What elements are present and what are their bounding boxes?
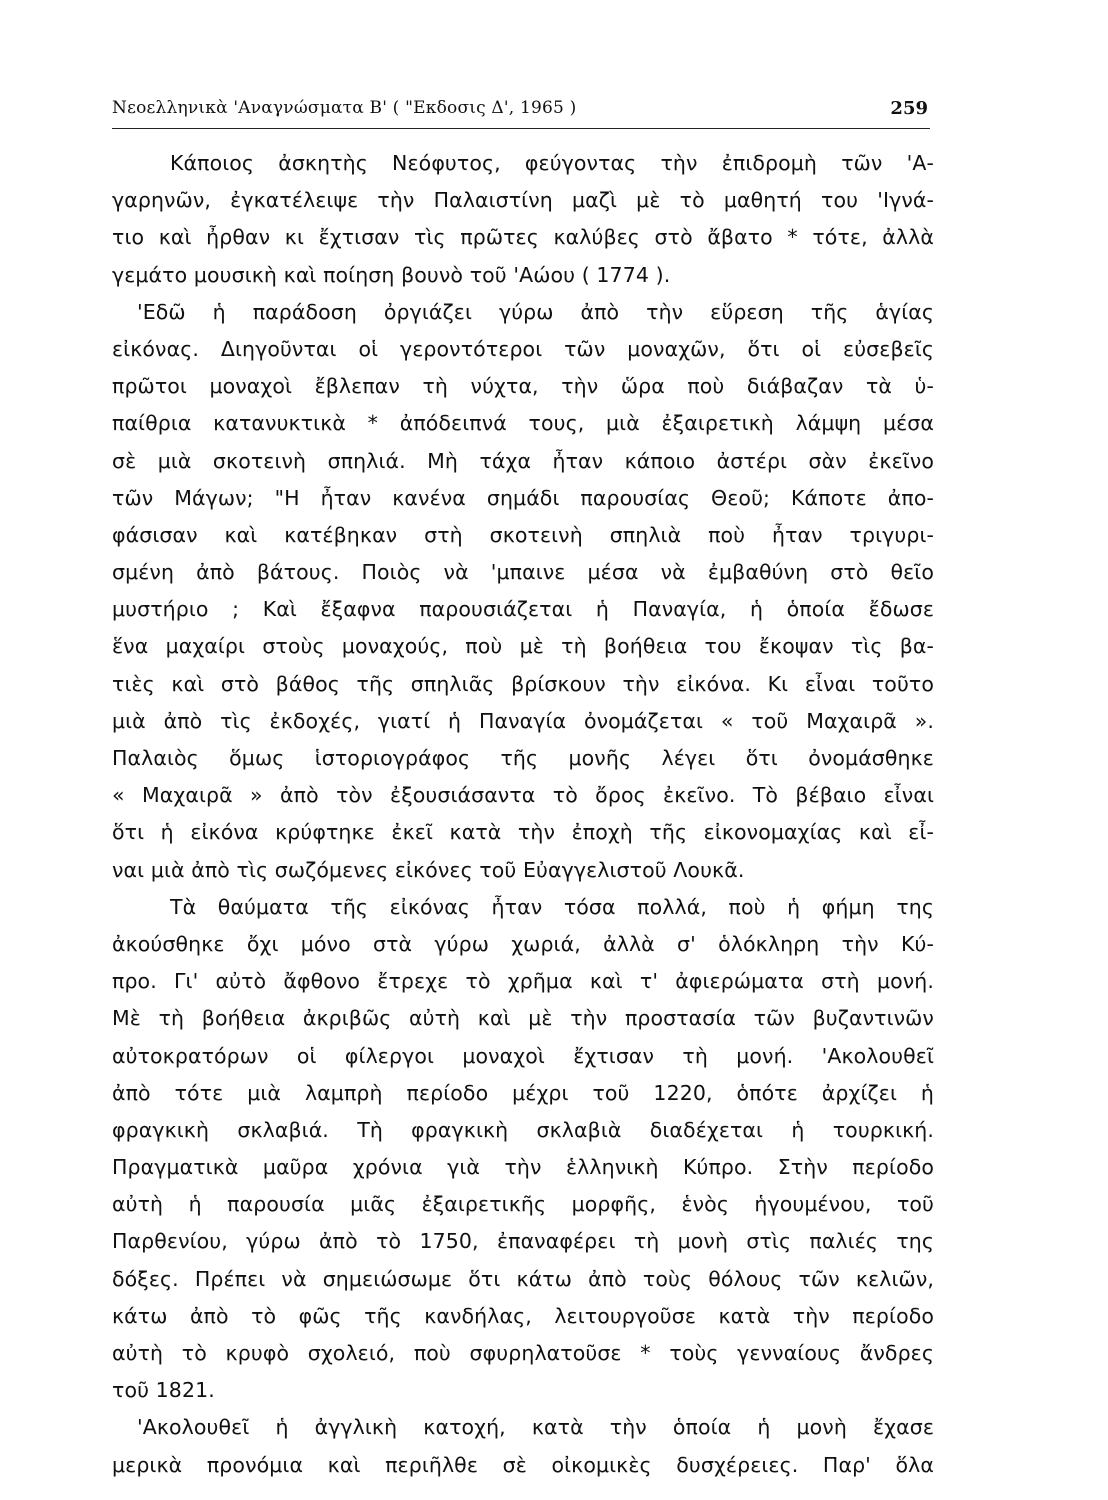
text-line: ἀκούσθηκε ὄχι μόνο στὰ γύρω χωριά, ἀλλὰ σ' ὁλόκληρη τὴν Κύ- (112, 931, 934, 956)
text-line: τῶν Μάγων; "Η ἦταν κανένα σημάδι παρουσίας Θεοῦ; Κάποτε ἀπο- (112, 485, 934, 510)
text-line: Παλαιὸς ὅμως ἱστοριογράφος τῆς μονῆς λέγει ὅτι ὀνομάσθηκε (112, 746, 934, 770)
page-number: 259 (890, 98, 928, 119)
text-line: Μὲ τὴ βοήθεια ἀκριβῶς αὐτὴ καὶ μὲ τὴν προστασία τῶν βυζαντινῶν (112, 1006, 934, 1031)
text-line: προ. Γι' αὐτὸ ἄφθονο ἔτρεχε τὸ χρῆμα καὶ τ' ἀφιερώματα στὴ μονή. (112, 969, 934, 994)
text-line: φάσισαν καὶ κατέβηκαν στὴ σκοτεινὴ σπηλιὰ ποὺ ἦταν τριγυρι- (112, 522, 934, 547)
text-line: Τὰ θαύματα τῆς εἰκόνας ἦταν τόσα πολλά, ποὺ ἡ φήμη της (170, 894, 934, 919)
text-line: Κάποιος ἀσκητὴς Νεόφυτος, φεύγοντας τὴν ἐπιδρομὴ τῶν 'Α- (170, 151, 934, 175)
text-line: ὅτι ἡ εἰκόνα κρύφτηκε ἐκεῖ κατὰ τὴν ἐποχὴ τῆς εἰκονομαχίας καὶ εἶ- (112, 820, 934, 845)
text-line: αὐτοκρατόρων οἱ φίλεργοι μοναχοὶ ἔχτισαν τὴ μονή. 'Ακολουθεῖ (112, 1043, 934, 1068)
text-line: 'Ακολουθεῖ ἡ ἀγγλικὴ κατοχή, κατὰ τὴν ὁποία ἡ μονὴ ἔχασε (137, 1415, 934, 1440)
text-line: τιὲς καὶ στὸ βάθος τῆς σπηλιᾶς βρίσκουν τὴν εἰκόνα. Κι εἶναι τοῦτο (112, 671, 934, 696)
running-head (112, 92, 930, 129)
text-line: τοῦ 1821. (112, 1378, 215, 1403)
text-line: φραγκικὴ σκλαβιά. Τὴ φραγκικὴ σκλαβιὰ διαδέχεται ἡ τουρκική. (112, 1117, 934, 1142)
text-line: σὲ μιὰ σκοτεινὴ σπηλιά. Μὴ τάχα ἦταν κάποιο ἀστέρι σὰν ἐκεῖνο (112, 448, 934, 473)
text-line: αὐτὴ ἡ παρουσία μιᾶς ἐξαιρετικῆς μορφῆς, ἑνὸς ἡγουμένου, τοῦ (112, 1192, 934, 1217)
text-line: αὐτὴ τὸ κρυφὸ σχολειό, ποὺ σφυρηλατοῦσε * τοὺς γενναίους ἄνδρες (112, 1341, 934, 1365)
text-line: σμένη ἀπὸ βάτους. Ποιὸς νὰ 'μπαινε μέσα νὰ ἐμβαθύνη στὸ θεῖο (112, 560, 934, 585)
text-line: Παρθενίου, γύρω ἀπὸ τὸ 1750, ἐπαναφέρει τὴ μονὴ στὶς παλιές της (112, 1229, 934, 1254)
text-line: « Μαχαιρᾶ » ἀπὸ τὸν ἐξουσιάσαντα τὸ ὄρος ἐκεῖνο. Τὸ βέβαιο εἶναι (112, 783, 934, 808)
running-title: Νεοελληνικὰ 'Αναγνώσματα Β' ( "Εκδοσις Δ', 1965 ) (112, 98, 577, 118)
text-line: μερικὰ προνόμια καὶ περιῆλθε σὲ οἰκομικὲς δυσχέρειες. Παρ' ὅλα (112, 1452, 934, 1477)
text-line: μιὰ ἀπὸ τὶς ἐκδοχές, γιατί ἡ Παναγία ὀνομάζεται « τοῦ Μαχαιρᾶ ». (112, 708, 934, 733)
text-line: ἕνα μαχαίρι στοὺς μοναχούς, ποὺ μὲ τὴ βοήθεια του ἔκοψαν τὶς βα- (112, 634, 934, 659)
text-line: ναι μιὰ ἀπὸ τὶς σωζόμενες εἰκόνες τοῦ Εὐαγγελιστοῦ Λουκᾶ. (112, 857, 745, 882)
text-line: παίθρια κατανυκτικὰ * ἀπόδειπνά τους, μιὰ ἐξαιρετικὴ λάμψη μέσα (112, 411, 934, 436)
text-line: τιο καὶ ἦρθαν κι ἔχτισαν τὶς πρῶτες καλύβες στὸ ἄβατο * τότε, ἀλλὰ (112, 225, 934, 250)
text-line: γαρηνῶν, ἐγκατέλειψε τὴν Παλαιστίνη μαζὶ μὲ τὸ μαθητή του 'Ιγνά- (112, 188, 934, 213)
text-line: εἰκόνας. Διηγοῦνται οἱ γεροντότεροι τῶν μοναχῶν, ὅτι οἱ εὐσεβεῖς (112, 336, 934, 361)
text-line: πρῶτοι μοναχοὶ ἔβλεπαν τὴ νύχτα, τὴν ὥρα ποὺ διάβαζαν τὰ ὑ- (112, 374, 934, 399)
text-line: 'Εδῶ ἡ παράδοση ὀργιάζει γύρω ἀπὸ τὴν εὕρεση τῆς ἁγίας (137, 299, 934, 324)
text-line: γεμάτο μουσικὴ καὶ ποίηση βουνὸ τοῦ 'Αώου ( 1774 ). (112, 262, 671, 287)
text-line: δόξες. Πρέπει νὰ σημειώσωμε ὅτι κάτω ἀπὸ τοὺς θόλους τῶν κελιῶν, (112, 1266, 934, 1291)
body-text (112, 145, 934, 1484)
text-line: μυστήριο ; Καὶ ἔξαφνα παρουσιάζεται ἡ Παναγία, ἡ ὁποία ἔδωσε (112, 597, 934, 622)
text-line: ἀπὸ τότε μιὰ λαμπρὴ περίοδο μέχρι τοῦ 1220, ὁπότε ἀρχίζει ἡ (112, 1080, 934, 1105)
text-line: Πραγματικὰ μαῦρα χρόνια γιὰ τὴν ἑλληνικὴ Κύπρο. Στὴν περίοδο (112, 1155, 934, 1180)
text-line: κάτω ἀπὸ τὸ φῶς τῆς κανδήλας, λειτουργοῦσε κατὰ τὴν περίοδο (112, 1303, 934, 1328)
